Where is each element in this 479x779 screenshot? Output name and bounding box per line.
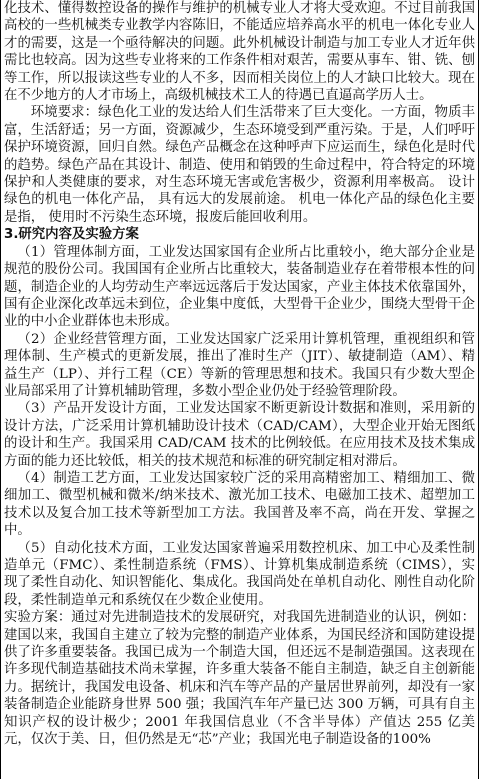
section-3-heading <box>4 226 475 243</box>
research-item-5: （5）自动化技术方面，工业发达国家普遍采用数控机床、加工中心及柔性制造单元（FMC）、柔性制造系统（FMS）、计算机集成制造系统（CIMS），实现了柔性自动化、知识智能化、集成化。我国尚处在单机自动化、刚性自动化阶段，柔性制造单元和系统仅在少数企业使用。 <box>4 540 475 608</box>
section-3-title: 研究内容及实验方案 <box>18 226 139 243</box>
research-item-4: （4）制造工艺方面，工业发达国家较广泛的采用高精密加工、精细加工、微细加工、微型机械和微米/纳米技术、激光加工技术、电磁加工技术、超塑加工技术以及复合加工技术等新型加工方法。我国普及率不高，尚在开发、掌握之中。 <box>4 470 475 539</box>
research-item-1: （1）管理体制方面，工业发达国家国有企业所占比重较小，绝大部分企业是规范的股份公司。我国国有企业所占比重较大，装备制造业存在着带根本性的问题，制造企业的人均劳动生产率远远落后于发达国家，产业主体技术依靠国外，国有企业深化改革远未到位，企业集中度低，大型骨干企业少，围绕大型骨干企业的中小企业群体也未形成。 <box>4 244 475 330</box>
section-3-number: 3. <box>4 227 19 243</box>
research-item-3: （3）产品开发设计方面，工业发达国家不断更新设计数据和准则，采用新的设计方法，广泛采用计算机辅助设计技术（CAD/CAM），大型企业开始无图纸的设计和生产。我国采用 CAD/CAM 技术的比例较低。在应用技术及技术集成方面的能力还比较低，相关的技术规范和标准的研究制定相对滞后。 <box>4 401 475 469</box>
experiment-plan-paragraph: 实验方案：通过对先进制造技术的发展研究，对我国先进制造业的认识，例如：建国以来，我国自主建立了较为完整的制造产业体系，为国民经济和国防建设提供了许多重要装备。我国已成为一个制造大国，但还远不是制造强国。这表现在许多现代制造基础技术尚未掌握，许多重大装备不能自主制造，缺乏自主创新能力。据统计，我国发电设备、机床和汽车等产品的产量居世界前列，却没有一家装备制造企业能跻身世界 500 强；我国汽车年产量已达 300 万辆，可具有自主知识产权的设计极少；2001 年我国信息业（不含半导体）产值达 255 亿美元，仅次于美、日，但仍然是无“芯”产业；我国光电子制造设备的100% <box>4 610 475 748</box>
intro-paragraph: 化技术、懂得数控设备的操作与维护的机械专业人才将大受欢迎。不过目前我国高校的一些机械类专业教学内容陈旧，不能适应培养高水平的机电一体化专业人才的需要，这是一个亟待解决的问题。此外机械设计制造与加工专业人才近年供需比也较高。因为这些专业将来的工作条件相对艰苦，需要从事车、钳、铣、刨等工作，所以报读这些专业的人不多，因而相关岗位上的人才缺口比较大。现在在不少地方的人才市场上，高级机械技术工人的待遇已直逼高学历人士。 <box>4 1 475 104</box>
environment-requirements-paragraph: 环境要求：绿色化工业的发达给人们生活带来了巨大变化。一方面，物质丰富，生活舒适；另一方面，资源减少，生态环境受到严重污染。于是，人们呼吁保护环境资源，回归自然。绿色产品概念在这种呼声下应运而生，绿色化是时代的趋势。绿色产品在其设计、制造、使用和销毁的生命过程中，符合特定的环境保护和人类健康的要求，对生态环境无害或危害极少，资源利用率极高。 设计绿色的机电一体化产品， 具有远大的发展前途。 机电一体化产品的绿色化主要是指， 使用时不污染生态环境，报废后能回收利用。 <box>4 105 475 225</box>
research-item-2: （2）企业经营管理方面，工业发达国家广泛采用计算机管理，重视组织和管理体制、生产模式的更新发展，推出了准时生产（JIT）、敏捷制造（AM）、精益生产（LP）、并行工程（CE）等新的管理思想和技术。我国只有少数大型企业局部采用了计算机辅助管理，多数小型企业仍处于经验管理阶段。 <box>4 331 475 399</box>
